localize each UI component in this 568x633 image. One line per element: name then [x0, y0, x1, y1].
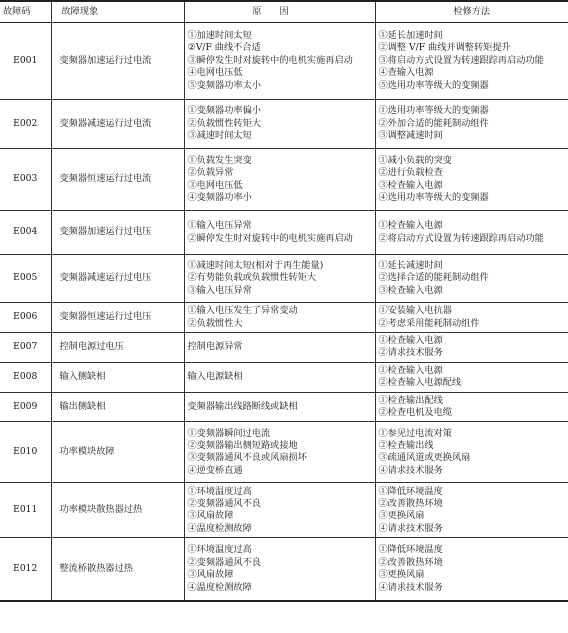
repair-method-item: ②进行负载检查 — [378, 167, 443, 179]
cause-item: ①加速时间太短 — [187, 29, 252, 41]
table-row — [0, 483, 568, 538]
repair-method-cell — [375, 255, 568, 303]
fault-code-cell: E007 — [0, 333, 51, 363]
cause-cell — [184, 211, 375, 255]
table-row — [0, 211, 568, 255]
cause-item: ③风扇故障 — [187, 510, 234, 522]
repair-method-cell — [375, 23, 568, 100]
cause-item: ③风扇故障 — [187, 569, 234, 581]
repair-method-cell — [375, 303, 568, 333]
cause-item: ②瞬停发生时对旋转中的电机实施再启动 — [187, 232, 353, 244]
repair-method-item: ②调整 V/F 曲线并调整转矩提升 — [378, 42, 511, 54]
fault-code-cell: E009 — [0, 392, 51, 422]
repair-method-item: ②选择合适的能耗制动组件 — [378, 272, 489, 284]
table-row — [0, 303, 568, 333]
header-fault-symptom: 故障现象 — [51, 1, 184, 23]
fault-symptom-cell: 整流桥散热器过热 — [51, 538, 184, 601]
repair-method-item: ①检查输出配线 — [378, 394, 443, 406]
cause-cell — [184, 100, 375, 149]
table-row — [0, 392, 568, 422]
fault-symptom-cell: 变频器加速运行过电压 — [51, 211, 184, 255]
header-cause: 原因 — [184, 1, 375, 23]
cause-cell — [184, 333, 375, 363]
cause-item: 控制电源异常 — [187, 341, 243, 353]
repair-method-item: ①检查输入电源 — [378, 335, 443, 346]
fault-symptom-cell: 变频器加速运行过电流 — [51, 23, 184, 100]
table-row — [0, 100, 568, 149]
repair-method-item: ③更换风扇 — [378, 510, 425, 522]
cause-cell — [184, 392, 375, 422]
repair-method-cell — [375, 149, 568, 211]
cause-item: ①变频器瞬间过电流 — [187, 427, 271, 439]
fault-code-cell: E001 — [0, 23, 51, 100]
cause-item: ③减速时间太短 — [187, 130, 252, 142]
cause-item: 变频器输出线路断线或缺相 — [187, 400, 298, 412]
repair-method-cell — [375, 362, 568, 392]
cause-item: ①变频器功率偏小 — [187, 105, 261, 117]
cause-item: ②负载惯性转矩大 — [187, 117, 261, 129]
cause-item: ⑤变频器功率太小 — [187, 79, 261, 91]
cause-item: ④逆变桥直通 — [187, 464, 243, 476]
cause-cell — [184, 255, 375, 303]
fault-symptom-cell: 输出侧缺相 — [51, 392, 184, 422]
repair-method-item: ②外加合适的能耗制动组件 — [378, 117, 489, 129]
cause-item: ②变频器输出侧短路或接地 — [187, 440, 298, 452]
cause-cell — [184, 422, 375, 483]
fault-code-cell: E002 — [0, 100, 51, 149]
cause-item: ②变频器通风不良 — [187, 498, 261, 510]
cause-item: ④温度检测故障 — [187, 581, 252, 593]
repair-method-item: ①参见过电流对策 — [378, 427, 452, 439]
table-row — [0, 149, 568, 211]
cause-item: ②V/F 曲线不合适 — [187, 42, 261, 54]
repair-method-item: ②改善散热环境 — [378, 556, 443, 568]
repair-method-item: ②考虑采用能耗制动组件 — [378, 317, 480, 329]
fault-code-cell: E005 — [0, 255, 51, 303]
repair-method-item: ①延长加速时间 — [378, 29, 443, 41]
header-fault-code: 故障码 — [0, 1, 51, 23]
repair-method-item: ②将启动方式设置为转速跟踪再启动功能 — [378, 232, 544, 244]
fault-symptom-cell: 变频器减速运行过电压 — [51, 255, 184, 303]
repair-method-cell — [375, 211, 568, 255]
cause-item: ④温度检测故障 — [187, 522, 252, 534]
repair-method-cell — [375, 333, 568, 363]
cause-item: ①负载发生突变 — [187, 154, 252, 166]
cause-item: 输入电源缺相 — [187, 371, 243, 383]
repair-method-item: ③将启动方式设置为转速跟踪再启动功能 — [378, 54, 544, 66]
fault-code-cell: E011 — [0, 483, 51, 538]
repair-method-item: ①选用功率等级大的变频器 — [378, 105, 489, 117]
cause-item: ④变频器功率小 — [187, 191, 252, 203]
cause-item: ③输入电压异常 — [187, 284, 252, 296]
cause-cell — [184, 149, 375, 211]
cause-item: ③变频器通风不良或风扇损坏 — [187, 452, 307, 464]
cause-item: ③电网电压低 — [187, 179, 243, 191]
cause-item: ①减速时间太短(相对于再生能量) — [187, 259, 324, 271]
repair-method-item: ③更换风扇 — [378, 569, 425, 581]
fault-code-cell: E006 — [0, 303, 51, 333]
repair-method-cell — [375, 422, 568, 483]
repair-method-item: ③调整减速时间 — [378, 130, 443, 142]
table-row — [0, 23, 568, 100]
header-row — [0, 1, 568, 23]
cause-item: ③瞬停发生时对旋转中的电机实施再启动 — [187, 54, 353, 66]
cause-item: ②负载惯性大 — [187, 317, 243, 329]
repair-method-item: ④请求技术服务 — [378, 464, 443, 476]
fault-code-cell: E012 — [0, 538, 51, 601]
fault-code-cell: E004 — [0, 211, 51, 255]
repair-method-item: ②检查电机及电缆 — [378, 407, 452, 419]
fault-symptom-cell: 变频器恒速运行过电流 — [51, 149, 184, 211]
fault-symptom-cell: 功率模块故障 — [51, 422, 184, 483]
fault-symptom-cell: 输入侧缺相 — [51, 362, 184, 392]
fault-code-cell: E010 — [0, 422, 51, 483]
repair-method-item: ⑤选用功率等级大的变频器 — [378, 79, 489, 91]
cause-item: ④电网电压低 — [187, 67, 243, 79]
cause-cell — [184, 303, 375, 333]
repair-method-item: ④请求技术服务 — [378, 522, 443, 534]
repair-method-item: ②请求技术服务 — [378, 347, 443, 359]
fault-symptom-cell: 变频器减速运行过电流 — [51, 100, 184, 149]
fault-code-cell: E003 — [0, 149, 51, 211]
repair-method-item: ④选用功率等级大的变频器 — [378, 191, 489, 203]
repair-method-item: ④查输入电源 — [378, 67, 434, 79]
table-row — [0, 538, 568, 601]
cause-item: ②负载异常 — [187, 167, 234, 179]
repair-method-item: ③检查输入电源 — [378, 179, 443, 191]
repair-method-cell — [375, 538, 568, 601]
cause-item: ①环境温度过高 — [187, 485, 252, 497]
repair-method-item: ③检查输入电源 — [378, 284, 443, 296]
repair-method-cell — [375, 483, 568, 538]
table-header — [0, 1, 568, 23]
cause-cell — [184, 362, 375, 392]
cause-item: ①输入电压发生了异常变动 — [187, 305, 298, 317]
header-repair-method: 检修方法 — [375, 1, 568, 23]
repair-method-item: ①降低环境温度 — [378, 485, 443, 497]
fault-symptom-cell: 控制电源过电压 — [51, 333, 184, 363]
repair-method-item: ①安装输入电抗器 — [378, 305, 452, 317]
table-body — [0, 23, 568, 601]
repair-method-item: ①延长减速时间 — [378, 259, 443, 271]
cause-item: ②有势能负载或负载惯性转矩大 — [187, 272, 317, 284]
repair-method-item: ④请求技术服务 — [378, 581, 443, 593]
repair-method-item: ①降低环境温度 — [378, 544, 443, 556]
repair-method-item: ③疏通风道或更换风扇 — [378, 452, 471, 464]
table-row — [0, 362, 568, 392]
repair-method-item: ①检查输入电源 — [378, 220, 443, 232]
cause-cell — [184, 483, 375, 538]
cause-item: ①环境温度过高 — [187, 544, 252, 556]
cause-cell — [184, 23, 375, 100]
cause-item: ②变频器通风不良 — [187, 556, 261, 568]
repair-method-item: ②检查输出线 — [378, 440, 434, 452]
table-row — [0, 333, 568, 363]
fault-code-cell: E008 — [0, 362, 51, 392]
repair-method-cell — [375, 100, 568, 149]
fault-symptom-cell: 变频器恒速运行过电压 — [51, 303, 184, 333]
repair-method-item: ①检查输入电源 — [378, 364, 443, 376]
table-row — [0, 422, 568, 483]
repair-method-item: ②改善散热环境 — [378, 498, 443, 510]
cause-cell — [184, 538, 375, 601]
cause-item: ①输入电压异常 — [187, 220, 252, 232]
repair-method-item: ②检查输入电源配线 — [378, 377, 462, 389]
repair-method-item: ①减小负载的突变 — [378, 154, 452, 166]
fault-symptom-cell: 功率模块散热器过热 — [51, 483, 184, 538]
repair-method-cell — [375, 392, 568, 422]
table-row — [0, 255, 568, 303]
